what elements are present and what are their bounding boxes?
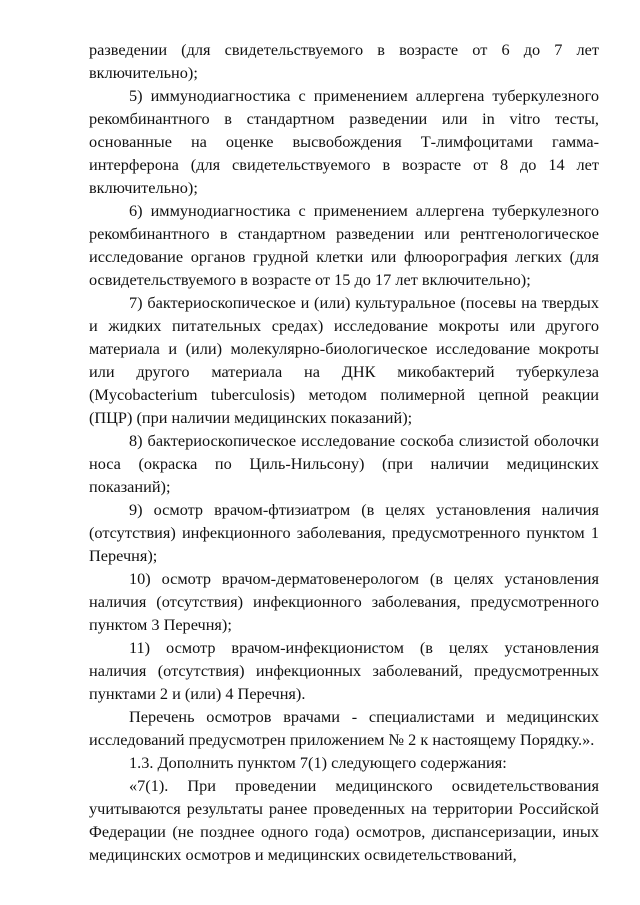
paragraph-amendment-1-3: 1.3. Дополнить пунктом 7(1) следующего содержания: [129,753,507,772]
paragraph-item-9: 9) осмотр врачом-фтизиатром (в целях установления наличия (отсутствия) инфекционного заболевания, предусмотренного пунктом 1 Перечня); [89,500,599,565]
paragraph-item-8: 8) бактериоскопическое исследование соскоба слизистой оболочки носа (окраска по Циль-Нильсону) (при наличии медицинских показаний); [89,431,599,496]
paragraph-item-10: 10) осмотр врачом-дерматовенерологом (в целях установления наличия (отсутствия) инфекционного заболевания, предусмотренного пунктом 3 Перечня); [89,569,599,634]
paragraph-item-6: 6) иммунодиагностика с применением аллергена туберкулезного рекомбинантного в стандартном разведении или рентгенологическое исследование органов грудной клетки или флюорография легких (для освидетельствуемого в возрасте от 15 до 17 лет включительно); [89,201,599,289]
paragraph-list-reference: Перечень осмотров врачами - специалистами и медицинских исследований предусмотрен приложением № 2 к настоящему Порядку.». [89,707,599,749]
paragraph-clause-7-1: «7(1). При проведении медицинского освидетельствования учитываются результаты ранее проведенных на территории Российской Федерации (не позднее одного года) осмотров, диспансеризации, иных медицинских осмотров и медицинских освидетельствований, [89,776,599,864]
document-body [89,38,599,866]
paragraph-item-7: 7) бактериоскопическое и (или) культуральное (посевы на твердых и жидких питательных средах) исследование мокроты или другого материала и (или) молекулярно-биологическое исследование мокроты или другого материала на ДНК микобактерий туберкулеза (Mycobacterium tuberculosis) методом полимерной цепной реакции (ПЦР) (при наличии медицинских показаний); [89,293,599,427]
paragraph-continuation: разведении (для свидетельствуемого в возрасте от 6 до 7 лет включительно); [89,40,599,82]
paragraph-item-5: 5) иммунодиагностика с применением аллергена туберкулезного рекомбинантного в стандартном разведении или in vitro тесты, основанные на оценке высвобождения Т-лимфоцитами гамма-интерферона (для свидетельствуемого в возрасте от 8 до 14 лет включительно); [89,86,599,197]
paragraph-item-11: 11) осмотр врачом-инфекционистом (в целях установления наличия (отсутствия) инфекционных заболеваний, предусмотренных пунктами 2 и (или) 4 Перечня). [89,638,599,703]
